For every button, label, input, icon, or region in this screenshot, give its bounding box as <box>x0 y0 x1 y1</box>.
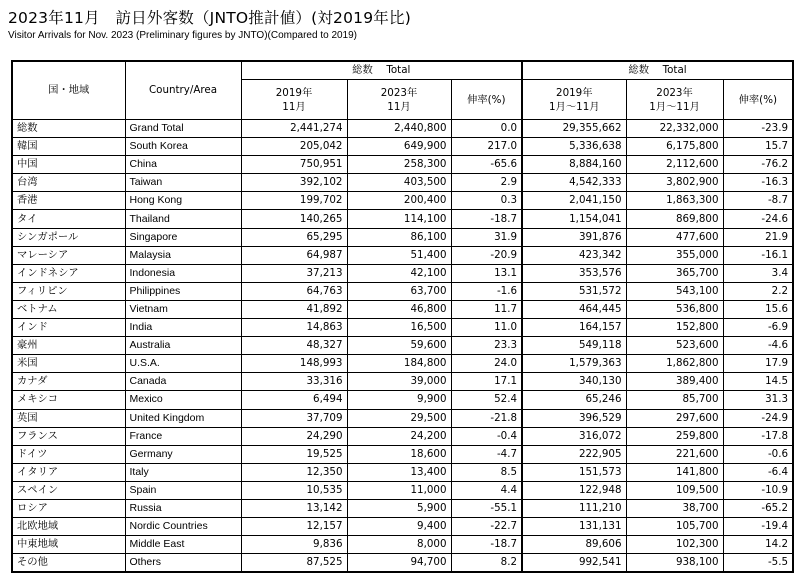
table-row <box>12 391 793 409</box>
jan-nov-2019-cell: 29,355,662 <box>522 120 626 138</box>
nov-2019-cell: 2,441,274 <box>241 120 347 138</box>
jan-nov-2019-cell: 992,541 <box>522 554 626 573</box>
jan-nov-2023-cell: 477,600 <box>626 228 723 246</box>
table-row <box>12 300 793 318</box>
country-header: Country/Area <box>125 61 241 120</box>
growth-month-cell: 4.4 <box>451 481 522 499</box>
table-row <box>12 463 793 481</box>
growth-month-cell: 8.5 <box>451 463 522 481</box>
nov-2023-cell: 5,900 <box>347 499 451 517</box>
growth-month-cell: 11.7 <box>451 300 522 318</box>
growth-cumulative-cell: 14.5 <box>723 373 793 391</box>
growth-cumulative-cell: -16.3 <box>723 174 793 192</box>
region-cell: 北欧地域 <box>12 518 125 536</box>
growth-month-cell: 23.3 <box>451 337 522 355</box>
growth-month-cell: -22.7 <box>451 518 522 536</box>
region-cell: フィリピン <box>12 282 125 300</box>
jan-nov-2019-cell: 4,542,333 <box>522 174 626 192</box>
c2023-header: 2023年 1月～11月 <box>626 80 723 120</box>
nov-2019-cell: 750,951 <box>241 156 347 174</box>
jan-nov-2023-cell: 365,700 <box>626 264 723 282</box>
country-cell: Hong Kong <box>125 192 241 210</box>
growth-month-cell: -1.6 <box>451 282 522 300</box>
growth-month-cell: 24.0 <box>451 355 522 373</box>
nov-2019-cell: 37,213 <box>241 264 347 282</box>
growth-cumulative-cell: -6.9 <box>723 319 793 337</box>
jan-nov-2023-cell: 869,800 <box>626 210 723 228</box>
country-cell: Spain <box>125 481 241 499</box>
nov-2019-cell: 10,535 <box>241 481 347 499</box>
growth-cumulative-cell: -23.9 <box>723 120 793 138</box>
jan-nov-2023-cell: 536,800 <box>626 300 723 318</box>
nov-2023-cell: 114,100 <box>347 210 451 228</box>
jan-nov-2023-cell: 109,500 <box>626 481 723 499</box>
nov-2019-cell: 37,709 <box>241 409 347 427</box>
growth-cumulative-cell: -10.9 <box>723 481 793 499</box>
month-total-header: 総数 Total <box>241 61 522 80</box>
growth-month-cell: 0.3 <box>451 192 522 210</box>
nov-2019-cell: 6,494 <box>241 391 347 409</box>
growth-cumulative-cell: -19.4 <box>723 518 793 536</box>
jan-nov-2019-cell: 2,041,150 <box>522 192 626 210</box>
country-cell: Canada <box>125 373 241 391</box>
growth-month-cell: 17.1 <box>451 373 522 391</box>
region-cell: 豪州 <box>12 337 125 355</box>
jan-nov-2019-cell: 65,246 <box>522 391 626 409</box>
growth-month-cell: 13.1 <box>451 264 522 282</box>
nov-2019-cell: 9,836 <box>241 536 347 554</box>
nov-2019-cell: 19,525 <box>241 445 347 463</box>
growth-month-cell: 2.9 <box>451 174 522 192</box>
nov-2019-cell: 41,892 <box>241 300 347 318</box>
nov-2023-cell: 258,300 <box>347 156 451 174</box>
jan-nov-2023-cell: 2,112,600 <box>626 156 723 174</box>
growth-month-cell: -4.7 <box>451 445 522 463</box>
country-cell: Germany <box>125 445 241 463</box>
nov-2019-cell: 205,042 <box>241 138 347 156</box>
table-row <box>12 319 793 337</box>
jan-nov-2023-cell: 22,332,000 <box>626 120 723 138</box>
jan-nov-2019-cell: 549,118 <box>522 337 626 355</box>
table-row <box>12 246 793 264</box>
growth-cumulative-cell: -17.8 <box>723 427 793 445</box>
region-cell: 韓国 <box>12 138 125 156</box>
nov-2019-cell: 64,987 <box>241 246 347 264</box>
country-cell: Italy <box>125 463 241 481</box>
region-cell: 総数 <box>12 120 125 138</box>
jan-nov-2023-cell: 38,700 <box>626 499 723 517</box>
growth-cumulative-cell: -76.2 <box>723 156 793 174</box>
table-row <box>12 481 793 499</box>
nov-2023-cell: 13,400 <box>347 463 451 481</box>
jan-nov-2019-cell: 122,948 <box>522 481 626 499</box>
nov-2019-cell: 65,295 <box>241 228 347 246</box>
growth-header: 伸率(%) <box>451 80 522 120</box>
jan-nov-2023-cell: 152,800 <box>626 319 723 337</box>
table-row <box>12 518 793 536</box>
jan-nov-2023-cell: 3,802,900 <box>626 174 723 192</box>
country-cell: United Kingdom <box>125 409 241 427</box>
nov-2023-cell: 11,000 <box>347 481 451 499</box>
region-cell: タイ <box>12 210 125 228</box>
jan-nov-2019-cell: 5,336,638 <box>522 138 626 156</box>
m2019-header: 2019年 11月 <box>241 80 347 120</box>
growth-month-cell: 8.2 <box>451 554 522 573</box>
region-cell: 米国 <box>12 355 125 373</box>
jan-nov-2019-cell: 131,131 <box>522 518 626 536</box>
region-cell: インドネシア <box>12 264 125 282</box>
jan-nov-2023-cell: 102,300 <box>626 536 723 554</box>
jan-nov-2019-cell: 222,905 <box>522 445 626 463</box>
jan-nov-2023-cell: 297,600 <box>626 409 723 427</box>
table-row <box>12 445 793 463</box>
jan-nov-2019-cell: 396,529 <box>522 409 626 427</box>
country-cell: Russia <box>125 499 241 517</box>
region-cell: マレーシア <box>12 246 125 264</box>
jan-nov-2019-cell: 164,157 <box>522 319 626 337</box>
country-cell: Taiwan <box>125 174 241 192</box>
jan-nov-2019-cell: 151,573 <box>522 463 626 481</box>
jan-nov-2019-cell: 111,210 <box>522 499 626 517</box>
nov-2019-cell: 13,142 <box>241 499 347 517</box>
visitor-arrivals-table <box>11 60 794 573</box>
growth-month-cell: 31.9 <box>451 228 522 246</box>
nov-2023-cell: 24,200 <box>347 427 451 445</box>
nov-2019-cell: 148,993 <box>241 355 347 373</box>
table-row <box>12 156 793 174</box>
country-cell: Malaysia <box>125 246 241 264</box>
table-row <box>12 499 793 517</box>
table-row <box>12 174 793 192</box>
jan-nov-2023-cell: 221,600 <box>626 445 723 463</box>
country-cell: Middle East <box>125 536 241 554</box>
country-cell: Thailand <box>125 210 241 228</box>
jan-nov-2019-cell: 1,579,363 <box>522 355 626 373</box>
nov-2019-cell: 392,102 <box>241 174 347 192</box>
country-cell: Mexico <box>125 391 241 409</box>
region-cell: 中国 <box>12 156 125 174</box>
jan-nov-2019-cell: 340,130 <box>522 373 626 391</box>
growth-cumulative-cell: 15.7 <box>723 138 793 156</box>
c2019-header: 2019年 1月～11月 <box>522 80 626 120</box>
table-row <box>12 138 793 156</box>
table-row <box>12 120 793 138</box>
growth-month-cell: 11.0 <box>451 319 522 337</box>
growth-month-cell: 52.4 <box>451 391 522 409</box>
region-cell: その他 <box>12 554 125 573</box>
growth-cumulative-cell: 15.6 <box>723 300 793 318</box>
jan-nov-2019-cell: 391,876 <box>522 228 626 246</box>
page-title: 2023年11月 訪日外客数（JNTO推計値）(対2019年比) <box>8 9 411 27</box>
table-row <box>12 228 793 246</box>
growth-cumulative-cell: 14.2 <box>723 536 793 554</box>
region-cell: メキシコ <box>12 391 125 409</box>
jan-nov-2023-cell: 523,600 <box>626 337 723 355</box>
table-row <box>12 264 793 282</box>
cumulative-total-header: 総数 Total <box>522 61 793 80</box>
country-cell: Vietnam <box>125 300 241 318</box>
region-cell: シンガポール <box>12 228 125 246</box>
nov-2023-cell: 2,440,800 <box>347 120 451 138</box>
jan-nov-2023-cell: 141,800 <box>626 463 723 481</box>
nov-2023-cell: 94,700 <box>347 554 451 573</box>
nov-2019-cell: 87,525 <box>241 554 347 573</box>
country-cell: France <box>125 427 241 445</box>
region-cell: 香港 <box>12 192 125 210</box>
nov-2023-cell: 63,700 <box>347 282 451 300</box>
nov-2019-cell: 199,702 <box>241 192 347 210</box>
country-cell: Indonesia <box>125 264 241 282</box>
nov-2019-cell: 140,265 <box>241 210 347 228</box>
growth-cumulative-cell: 2.2 <box>723 282 793 300</box>
jan-nov-2019-cell: 1,154,041 <box>522 210 626 228</box>
nov-2023-cell: 86,100 <box>347 228 451 246</box>
region-header: 国・地域 <box>12 61 125 120</box>
nov-2019-cell: 24,290 <box>241 427 347 445</box>
jan-nov-2019-cell: 353,576 <box>522 264 626 282</box>
nov-2019-cell: 12,350 <box>241 463 347 481</box>
region-cell: インド <box>12 319 125 337</box>
table-row <box>12 373 793 391</box>
nov-2019-cell: 33,316 <box>241 373 347 391</box>
table-row <box>12 210 793 228</box>
nov-2023-cell: 184,800 <box>347 355 451 373</box>
growth-cumulative-cell: -8.7 <box>723 192 793 210</box>
region-cell: イタリア <box>12 463 125 481</box>
nov-2023-cell: 8,000 <box>347 536 451 554</box>
growth-cumulative-cell: -24.6 <box>723 210 793 228</box>
growth-cumulative-cell: 21.9 <box>723 228 793 246</box>
growth-month-cell: -18.7 <box>451 210 522 228</box>
table-row <box>12 282 793 300</box>
region-cell: 英国 <box>12 409 125 427</box>
nov-2023-cell: 200,400 <box>347 192 451 210</box>
jan-nov-2023-cell: 543,100 <box>626 282 723 300</box>
nov-2019-cell: 48,327 <box>241 337 347 355</box>
region-cell: 台湾 <box>12 174 125 192</box>
growth-cumulative-cell: -4.6 <box>723 337 793 355</box>
nov-2019-cell: 14,863 <box>241 319 347 337</box>
country-cell: U.S.A. <box>125 355 241 373</box>
jan-nov-2019-cell: 423,342 <box>522 246 626 264</box>
region-cell: ロシア <box>12 499 125 517</box>
country-cell: Others <box>125 554 241 573</box>
growth-cumulative-cell: -65.2 <box>723 499 793 517</box>
region-cell: フランス <box>12 427 125 445</box>
jan-nov-2023-cell: 6,175,800 <box>626 138 723 156</box>
jan-nov-2023-cell: 1,862,800 <box>626 355 723 373</box>
country-cell: Australia <box>125 337 241 355</box>
nov-2023-cell: 9,900 <box>347 391 451 409</box>
nov-2023-cell: 649,900 <box>347 138 451 156</box>
growth-month-cell: 217.0 <box>451 138 522 156</box>
growth-month-cell: -18.7 <box>451 536 522 554</box>
region-cell: 中東地域 <box>12 536 125 554</box>
jan-nov-2023-cell: 389,400 <box>626 373 723 391</box>
page-subtitle: Visitor Arrivals for Nov. 2023 (Preliminary figures by JNTO)(Compared to 2019) <box>8 30 358 41</box>
growth2-header: 伸率(%) <box>723 80 793 120</box>
growth-cumulative-cell: -16.1 <box>723 246 793 264</box>
nov-2019-cell: 64,763 <box>241 282 347 300</box>
m2023-header: 2023年 11月 <box>347 80 451 120</box>
nov-2023-cell: 59,600 <box>347 337 451 355</box>
nov-2023-cell: 18,600 <box>347 445 451 463</box>
growth-cumulative-cell: 31.3 <box>723 391 793 409</box>
table-row <box>12 554 793 573</box>
country-cell: Singapore <box>125 228 241 246</box>
table-row <box>12 409 793 427</box>
region-cell: ベトナム <box>12 300 125 318</box>
country-cell: India <box>125 319 241 337</box>
growth-month-cell: -55.1 <box>451 499 522 517</box>
region-cell: ドイツ <box>12 445 125 463</box>
jan-nov-2023-cell: 938,100 <box>626 554 723 573</box>
growth-month-cell: -65.6 <box>451 156 522 174</box>
country-cell: Philippines <box>125 282 241 300</box>
growth-cumulative-cell: 17.9 <box>723 355 793 373</box>
nov-2023-cell: 9,400 <box>347 518 451 536</box>
nov-2023-cell: 46,800 <box>347 300 451 318</box>
growth-cumulative-cell: -24.9 <box>723 409 793 427</box>
jan-nov-2019-cell: 8,884,160 <box>522 156 626 174</box>
country-cell: South Korea <box>125 138 241 156</box>
country-cell: Nordic Countries <box>125 518 241 536</box>
table-row <box>12 192 793 210</box>
region-cell: スペイン <box>12 481 125 499</box>
jan-nov-2019-cell: 89,606 <box>522 536 626 554</box>
jan-nov-2023-cell: 355,000 <box>626 246 723 264</box>
growth-cumulative-cell: -5.5 <box>723 554 793 573</box>
growth-month-cell: -0.4 <box>451 427 522 445</box>
table-row <box>12 536 793 554</box>
country-cell: China <box>125 156 241 174</box>
jan-nov-2023-cell: 1,863,300 <box>626 192 723 210</box>
nov-2023-cell: 403,500 <box>347 174 451 192</box>
growth-cumulative-cell: 3.4 <box>723 264 793 282</box>
jan-nov-2023-cell: 259,800 <box>626 427 723 445</box>
growth-month-cell: 0.0 <box>451 120 522 138</box>
table-row <box>12 355 793 373</box>
growth-month-cell: -21.8 <box>451 409 522 427</box>
nov-2019-cell: 12,157 <box>241 518 347 536</box>
table-row <box>12 337 793 355</box>
jan-nov-2023-cell: 85,700 <box>626 391 723 409</box>
table-row <box>12 427 793 445</box>
nov-2023-cell: 29,500 <box>347 409 451 427</box>
nov-2023-cell: 42,100 <box>347 264 451 282</box>
growth-month-cell: -20.9 <box>451 246 522 264</box>
nov-2023-cell: 39,000 <box>347 373 451 391</box>
nov-2023-cell: 16,500 <box>347 319 451 337</box>
jan-nov-2019-cell: 531,572 <box>522 282 626 300</box>
growth-cumulative-cell: -6.4 <box>723 463 793 481</box>
region-cell: カナダ <box>12 373 125 391</box>
jan-nov-2019-cell: 464,445 <box>522 300 626 318</box>
jan-nov-2019-cell: 316,072 <box>522 427 626 445</box>
nov-2023-cell: 51,400 <box>347 246 451 264</box>
growth-cumulative-cell: -0.6 <box>723 445 793 463</box>
country-cell: Grand Total <box>125 120 241 138</box>
jan-nov-2023-cell: 105,700 <box>626 518 723 536</box>
